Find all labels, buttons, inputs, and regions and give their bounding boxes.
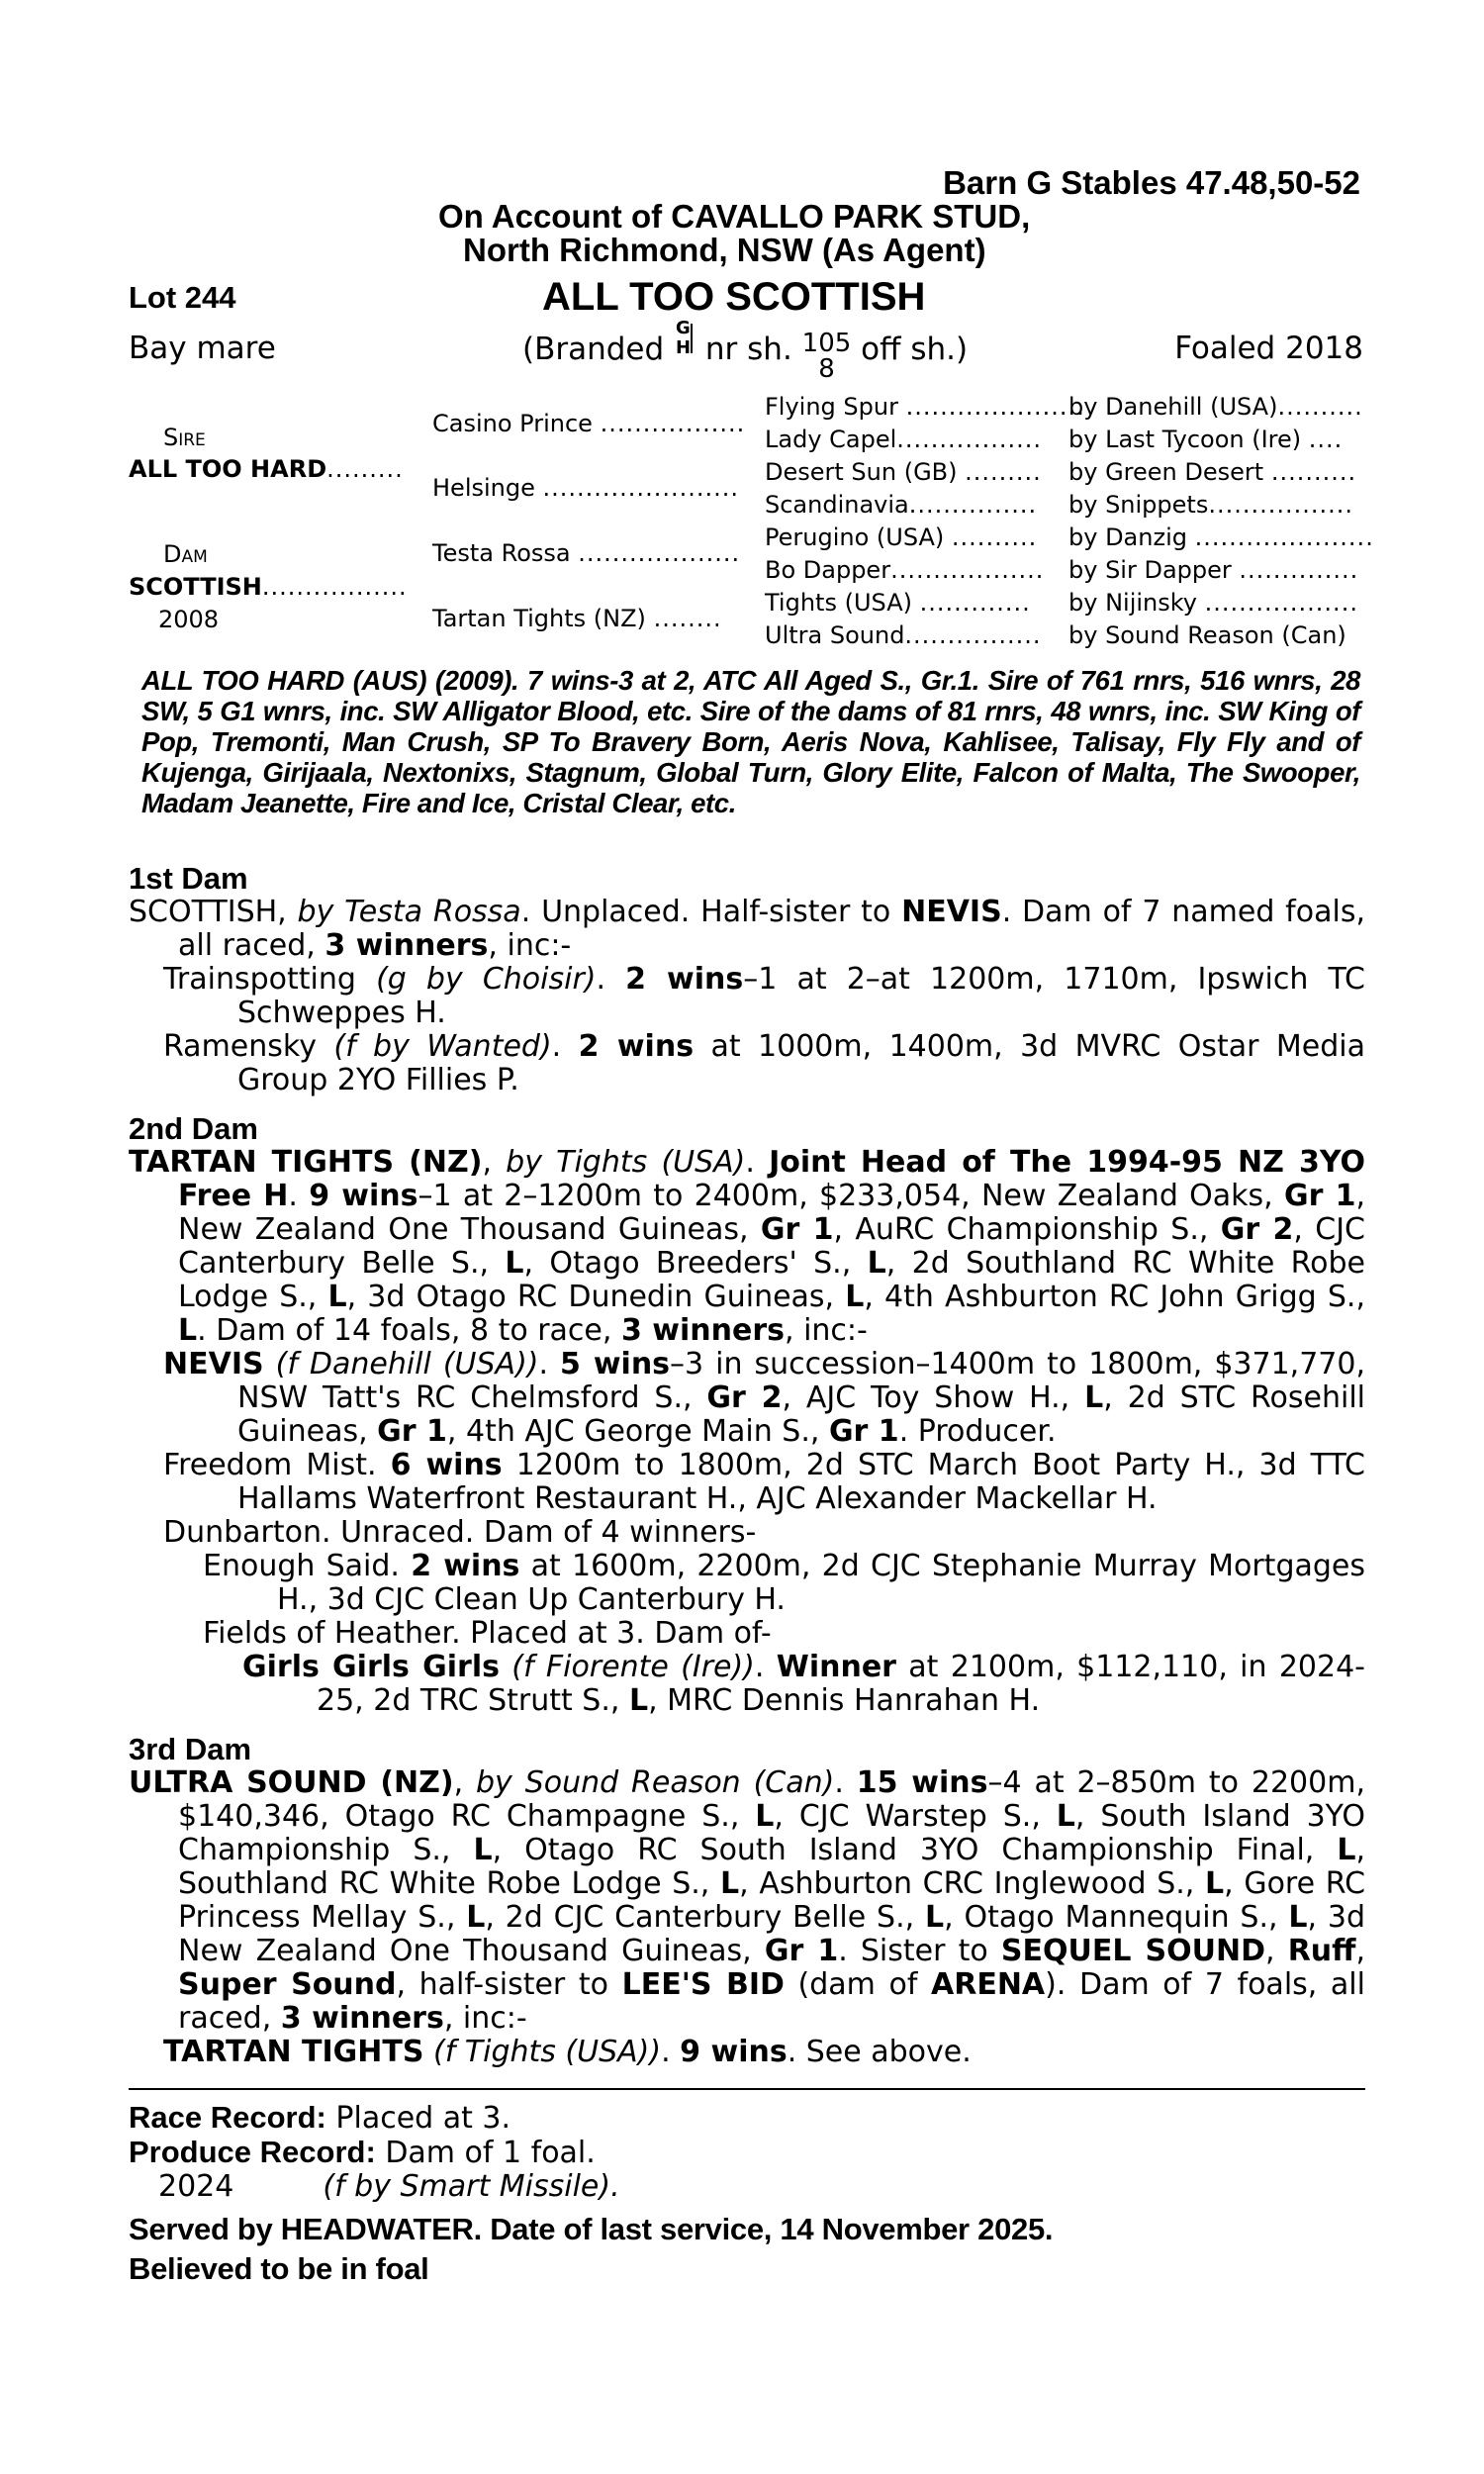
text: ,	[1355, 1934, 1365, 1968]
dam-label: Dam	[163, 540, 208, 568]
foal-sire: (f Tights (USA))	[432, 2035, 662, 2069]
first-dam-heading: 1st Dam	[129, 861, 248, 896]
text: , Otago Breeders' S.,	[523, 1246, 868, 1281]
foal-entry	[129, 1449, 1365, 1516]
text: . Dam of 14 foals, 8 to race,	[197, 1313, 621, 1348]
gen3-row: Lady Capel.................	[765, 426, 1042, 453]
foal-name: Girls Girls Girls	[242, 1650, 500, 1684]
text: ). Dam of 7 foals, all raced,	[178, 1967, 1365, 2036]
race-record	[129, 2101, 1365, 2136]
brand-mark-icon	[674, 318, 696, 365]
brand-prefix: (Branded	[522, 332, 665, 367]
gen2-name: Helsinge	[432, 474, 535, 502]
gen3-by: by Last Tycoon (Ire) ....	[1068, 426, 1344, 453]
in-foal-status: Believed to be in foal	[129, 2251, 429, 2286]
gen3-name: Flying Spur	[765, 393, 898, 421]
foal-description: (f by Smart Missile).	[323, 2169, 620, 2204]
text: –1 at 2–1200m to 2400m, $233,054, New Zealand Oaks,	[417, 1179, 1284, 1213]
text: . See above.	[787, 2035, 972, 2069]
foal-sire: (f Danehill (USA))	[275, 1347, 539, 1381]
text: , 2d STC Rosehill Guineas,	[237, 1380, 1366, 1449]
foal-entry: Ramensky (f by Wanted). 2 wins at 1000m, 1400m, 3d MVRC Ostar Media Group 2YO Fillies P.	[163, 1029, 1366, 1097]
text: (dam of	[784, 1967, 932, 2002]
grade: L	[1205, 1866, 1225, 1901]
produce-record-label: Produce Record:	[129, 2135, 376, 2169]
gen3-sire: by Sound Reason (Can)	[1068, 621, 1346, 649]
text: . Producer.	[898, 1414, 1057, 1449]
dam-name: TARTAN TIGHTS (NZ)	[129, 1145, 483, 1180]
text: –4 at 2–850m to 2200m, $140,346, Otago RC Champagne S.,	[178, 1765, 1365, 1834]
foal-name: Ramensky	[163, 1029, 317, 1064]
foal-wins: 2 wins	[578, 1029, 695, 1064]
vendor-line-2: North Richmond, NSW (As Agent)	[463, 232, 986, 268]
text: , half-sister to	[396, 1967, 622, 2002]
gen2-helsinge: Helsinge .......................	[432, 474, 739, 502]
produce-foal	[129, 2170, 1365, 2204]
text: , inc:-	[785, 1313, 868, 1348]
text: , 4th AJC George Main S.,	[446, 1414, 829, 1449]
foal-wins: 5 wins	[560, 1347, 671, 1381]
grade: L	[1337, 1833, 1356, 1867]
gen3-row: Desert Sun (GB) .........	[765, 458, 1042, 486]
sibling-name: Super Sound	[178, 1967, 397, 2002]
dam-sire: by Testa Rossa	[297, 895, 521, 929]
gen3-sire: by Nijinsky	[1068, 589, 1197, 617]
gen3-name: Desert Sun (GB)	[765, 458, 958, 486]
second-dam-entry: TARTAN TIGHTS (NZ), by Tights (USA). Joint Head of The 1994-95 NZ 3YO Free H. 9 wins–1 at 2–1200m to 2400m, $233,054, New Zealand Oaks, Gr 1, New Zealand One Thousand Guineas, Gr 1, AuRC Championship S., Gr 2, CJC Canterbury Belle S., L, Otago Breeders' S., L, 2d Southland RC White Robe Lodge S., L, 3d Otago RC Dunedin Guineas, L, 4th Ashburton RC John Grigg S., L. Dam of 14 foals, 8 to race, 3 winners, inc:-	[129, 1145, 1365, 1348]
text: . Sister to	[838, 1934, 1001, 1968]
text: , Gore RC Princess Mellay S.,	[178, 1866, 1366, 1935]
gen3-sire: by Green Desert	[1068, 458, 1264, 486]
text: 1200m to 1800m, 2d STC March Boot Party H., 3d TTC Hallams Waterfront Restaurant H., AJC Alexander Mackellar H.	[237, 1448, 1365, 1516]
gen3-name: Tights (USA)	[765, 589, 912, 617]
grade: Gr 1	[760, 1212, 834, 1247]
text: , 2d CJC Canterbury Belle S.,	[485, 1900, 925, 1935]
lot-number: Lot 244	[129, 280, 236, 315]
foal-sire: (g by Choisir)	[376, 962, 597, 997]
winners-count: 3 winners	[325, 928, 489, 963]
brand-number	[802, 331, 852, 382]
grade: L	[720, 1866, 740, 1901]
text: , inc:-	[443, 2001, 527, 2036]
dam-year: 2008	[158, 606, 220, 633]
gen3-row: Scandinavia...............	[765, 491, 1038, 519]
brand-suffix: off sh.)	[861, 332, 969, 367]
foal-name: NEVIS	[163, 1347, 264, 1381]
gen3-row: Ultra Sound................	[765, 621, 1042, 649]
sibling-name: ARENA	[931, 1967, 1046, 2002]
gen2-testa-rossa: Testa Rossa ...................	[432, 539, 741, 567]
sire-label: Sire	[163, 424, 206, 451]
text: , 3d New Zealand One Thousand Guineas,	[178, 1900, 1365, 1968]
text: –1 at 2–at 1200m, 1710m, Ipswich TC Schweppes H.	[237, 962, 1366, 1030]
foal-name: TARTAN TIGHTS	[163, 2035, 424, 2069]
grade: Gr 1	[377, 1414, 447, 1449]
sibling-name: NEVIS	[901, 895, 1002, 929]
text: at 1000m, 1400m, 3d MVRC Ostar Media Group 2YO Fillies P.	[237, 1029, 1366, 1097]
great-grand-foal-entry: Girls Girls Girls (f Fiorente (Ire)). Winner at 2100m, $112,110, in 2024-25, 2d TRC Strutt S., L, MRC Dennis Hanrahan H.	[242, 1650, 1365, 1718]
gen2-name: Testa Rossa	[432, 539, 571, 567]
grade: Gr 1	[1283, 1179, 1356, 1213]
foal-name: Enough Said.	[203, 1549, 400, 1583]
text: , CJC Canterbury Belle S.,	[178, 1212, 1365, 1281]
foal-name: Freedom Mist.	[163, 1448, 377, 1482]
dam-sire: by Tights (USA)	[506, 1145, 746, 1180]
brand-number-top: 105	[801, 329, 852, 358]
gen3-by: by Danzig .....................	[1068, 523, 1374, 551]
gen3-row: Flying Spur .....................	[765, 393, 1085, 421]
sibling-name: Ruff	[1287, 1934, 1356, 1968]
grade: L	[473, 1833, 493, 1867]
brand-bottom: H	[676, 337, 692, 358]
text: –3 in succession–1400m to 1800m, $371,770, NSW Tatt's RC Chelmsford S.,	[237, 1347, 1366, 1415]
text: , South Island 3YO Championship S.,	[178, 1799, 1365, 1867]
gen3-by: by Snippets.................	[1068, 491, 1354, 519]
grade: L	[628, 1683, 649, 1718]
grade: L	[924, 1900, 945, 1935]
text: , MRC Dennis Hanrahan H.	[648, 1683, 1041, 1718]
gen3-row: Perugino (USA) ..........	[765, 523, 1038, 551]
dam-name: ULTRA SOUND (NZ)	[129, 1765, 454, 1800]
dam-sire: by Sound Reason (Can)	[476, 1765, 835, 1800]
gen3-by: by Green Desert ..........	[1068, 458, 1357, 486]
vendor-line-1: On Account of CAVALLO PARK STUD,	[438, 198, 1031, 235]
gen3-by	[1068, 621, 1346, 649]
grade: L	[755, 1799, 775, 1834]
gen3-by: by Nijinsky ..................	[1068, 589, 1358, 617]
grade: L	[1084, 1380, 1104, 1415]
text: , CJC Warstep S.,	[774, 1799, 1057, 1834]
foal-wins: 9 wins	[680, 2035, 788, 2069]
grade: Gr 1	[764, 1934, 839, 1968]
foal-sire: (f by Wanted)	[333, 1029, 552, 1064]
grade: L	[845, 1280, 865, 1314]
foal-entry: NEVIS (f Danehill (USA)). 5 wins–3 in succession–1400m to 1800m, $371,770, NSW Tatt's RC Chelmsford S., Gr 2, AJC Toy Show H., L, 2d STC Rosehill Guineas, Gr 1, 4th AJC George Main S., Gr 1. Producer.	[163, 1347, 1366, 1449]
text: , Otago Mannequin S.,	[944, 1900, 1289, 1935]
sire-summary: ALL TOO HARD (AUS) (2009). 7 wins-3 at 2, ATC All Aged S., Gr.1. Sire of 761 rnrs, 516 wnrs, 28 SW, 5 G1 wnrs, inc. SW Alligator Blood, etc. Sire of the dams of 81 rnrs, 48 wnrs, inc. SW King of Pop, Tremonti, Man Crush, SP To Bravery Born, Aeris Nova, Kahlisee, Talisay, Fly Fly and of Kujenga, Girijaala, Nextonixs, Stagnum, Global Turn, Glory Elite, Falcon of Malta, The Swooper, Madam Jeanette, Fire and Ice, Cristal Clear, etc.	[141, 665, 1360, 818]
grade: L	[178, 1313, 198, 1348]
second-dam-section	[129, 1111, 1365, 1718]
text: , Ashburton CRC Inglewood S.,	[739, 1866, 1205, 1901]
text: , 2d Southland RC White Robe Lodge S.,	[178, 1246, 1365, 1314]
gen3-name: Bo Dapper	[765, 556, 891, 584]
first-dam-entry	[129, 896, 1365, 963]
first-dam-section	[129, 861, 1365, 1097]
brand-top: G	[676, 318, 691, 338]
foal-wins: 2 wins	[625, 962, 744, 997]
section-divider	[129, 2088, 1365, 2090]
grade: L	[867, 1246, 886, 1281]
brand-mid: nr sh.	[704, 332, 792, 367]
winners-count: 3 winners	[620, 1313, 785, 1348]
foal-entry: Dunbarton. Unraced. Dam of 4 winners-	[163, 1515, 757, 1550]
gen3-row: Tights (USA) .............	[765, 589, 1031, 617]
produce-record-value: Dam of 1 foal.	[375, 2136, 596, 2170]
gen3-by: by Sir Dapper ..............	[1068, 556, 1359, 584]
brand-number-bottom: 8	[818, 354, 835, 384]
text: . Unplaced. Half-sister to	[520, 895, 902, 929]
foal-name: Trainspotting	[163, 962, 356, 997]
foal-wins: Winner	[776, 1650, 896, 1684]
grade: L	[1056, 1799, 1075, 1834]
gen3-name: Ultra Sound	[765, 621, 905, 649]
text: , 4th Ashburton RC John Grigg S.,	[864, 1280, 1365, 1314]
winners-count: 3 winners	[280, 2001, 444, 2036]
foal-wins: 2 wins	[411, 1549, 520, 1583]
gen3-name: Lady Capel	[765, 426, 897, 453]
foal-sire: (f Fiorente (Ire))	[511, 1650, 755, 1684]
foal-year: 2024	[158, 2169, 234, 2204]
grade: L	[505, 1246, 524, 1281]
brand-info	[522, 318, 969, 384]
dam-name-text: SCOTTISH	[129, 573, 262, 601]
sibling-name: LEE'S BID	[621, 1967, 785, 2002]
dam-name: SCOTTISH.................	[129, 573, 408, 601]
horse-description: Bay mare	[129, 331, 276, 366]
gen2-name: Casino Prince	[432, 410, 593, 437]
gen3-sire: by Danzig	[1068, 523, 1187, 551]
gen3-sire: by Danehill (USA)	[1068, 393, 1278, 421]
grade: Gr 2	[706, 1380, 783, 1415]
honour: Joint Head of The 1994-95 NZ 3YO Free H	[178, 1145, 1365, 1213]
grade: Gr 1	[828, 1414, 899, 1449]
stable-location: Barn G Stables 47.48,50-52	[943, 164, 1360, 201]
foal-entry: TARTAN TIGHTS (f Tights (USA)). 9 wins. See above.	[163, 2035, 972, 2069]
gen2-tartan-tights: Tartan Tights (NZ) ........	[432, 605, 722, 632]
grand-foal-entry	[129, 1550, 1365, 1617]
text: , 3d Otago RC Dunedin Guineas,	[346, 1280, 846, 1314]
text: at 2100m, $112,110, in 2024-25, 2d TRC Strutt S.,	[317, 1650, 1365, 1718]
produce-record	[129, 2136, 1365, 2170]
text: at 1600m, 2200m, 2d CJC Stephanie Murray Mortgages H., 3d CJC Clean Up Canterbury H.	[277, 1549, 1365, 1617]
grand-foal-entry: Fields of Heather. Placed at 3. Dam of-	[203, 1616, 772, 1651]
wins: 9 wins	[309, 1179, 418, 1213]
grade: Gr 2	[1220, 1212, 1294, 1247]
gen3-by: by Danehill (USA)..........	[1068, 393, 1363, 421]
grade: L	[327, 1280, 347, 1314]
sire-name-text: ALL TOO HARD	[129, 455, 327, 483]
text: , AuRC Championship S.,	[833, 1212, 1221, 1247]
gen3-row: Bo Dapper..................	[765, 556, 1045, 584]
records-section	[129, 2101, 1365, 2289]
third-dam-heading: 3rd Dam	[129, 1732, 252, 1766]
text: , AJC Toy Show H.,	[782, 1380, 1085, 1415]
horse-name: ALL TOO SCOTTISH	[542, 275, 926, 319]
text: , New Zealand One Thousand Guineas,	[178, 1179, 1365, 1247]
gen3-sire: by Snippets	[1068, 491, 1209, 519]
grade: L	[1288, 1900, 1308, 1935]
sibling-name: SEQUEL SOUND	[1000, 1934, 1265, 1968]
grade: L	[466, 1900, 486, 1935]
third-dam-section	[129, 1732, 1365, 2069]
gen2-casino-prince: Casino Prince .................	[432, 410, 746, 437]
gen3-sire: by Last Tycoon (Ire)	[1068, 426, 1302, 453]
text: . Dam of 7 named foals, all raced,	[178, 895, 1365, 963]
race-record-value: Placed at 3.	[325, 2101, 511, 2136]
foal-wins: 6 wins	[390, 1448, 503, 1482]
gen3-sire: by Sir Dapper	[1068, 556, 1232, 584]
dam-name: SCOTTISH,	[129, 895, 287, 929]
text: , inc:-	[488, 928, 572, 963]
gen2-name: Tartan Tights (NZ)	[432, 605, 646, 632]
foaled-year: Foaled 2018	[1174, 331, 1363, 366]
sire-name: ALL TOO HARD.........	[129, 455, 404, 483]
text: , Otago RC South Island 3YO Championship Final,	[492, 1833, 1338, 1867]
text: ,	[1265, 1934, 1288, 1968]
wins: 15 wins	[856, 1765, 988, 1800]
third-dam-entry: ULTRA SOUND (NZ), by Sound Reason (Can). 15 wins–4 at 2–850m to 2200m, $140,346, Otago RC Champagne S., L, CJC Warstep S., L, South Island 3YO Championship S., L, Otago RC South Island 3YO Championship Final, L, Southland RC White Robe Lodge S., L, Ashburton CRC Inglewood S., L, Gore RC Princess Mellay S., L, 2d CJC Canterbury Belle S., L, Otago Mannequin S., L, 3d New Zealand One Thousand Guineas, Gr 1. Sister to SEQUEL SOUND, Ruff, Super Sound, half-sister to LEE'S BID (dam of ARENA). Dam of 7 foals, all raced, 3 winners, inc:-	[129, 1765, 1366, 2036]
race-record-label: Race Record:	[129, 2100, 326, 2135]
text: , Southland RC White Robe Lodge S.,	[178, 1833, 1365, 1901]
gen3-name: Perugino (USA)	[765, 523, 945, 551]
gen3-name: Scandinavia	[765, 491, 909, 519]
served-by: Served by HEADWATER. Date of last service, 14 November 2025.	[129, 2212, 1054, 2246]
second-dam-heading: 2nd Dam	[129, 1111, 258, 1146]
foal-entry: Trainspotting (g by Choisir). 2 wins–1 at 2–at 1200m, 1710m, Ipswich TC Schweppes H.	[163, 962, 1366, 1030]
